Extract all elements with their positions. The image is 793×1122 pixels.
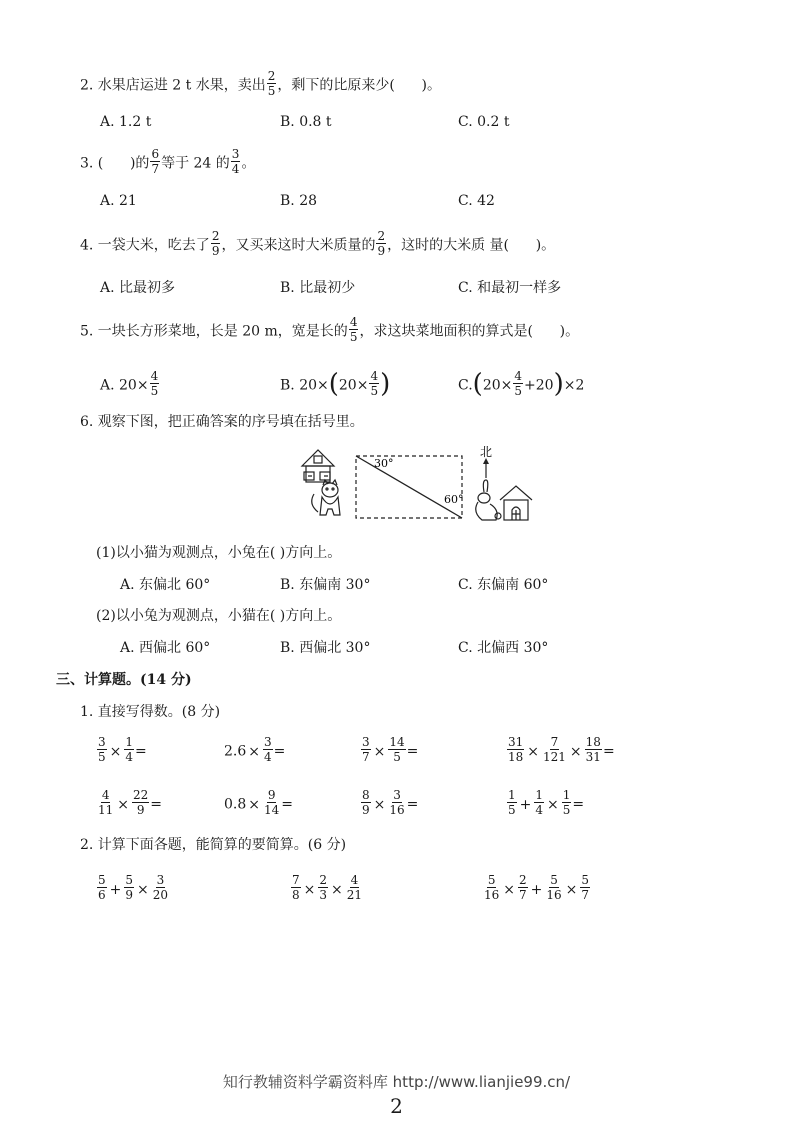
q4-fraction-2: $\frac{2}{9}$ [377, 229, 386, 258]
q4-choice-b: B. 比最初少 [280, 280, 356, 296]
q3-text-3: 。 [241, 155, 256, 172]
q2-prefix: 2. 水果店运进 2 t 水果，卖出 [80, 77, 266, 94]
q3-choice-b: B. 28 [280, 193, 318, 209]
calc-2-4: $\frac{1}{5}$ + $\frac{1}{4}$ × $\frac{1}{5}$ = [508, 788, 585, 817]
q6-sub1: (1)以小猫为观测点，小兔在( )方向上。 [96, 545, 342, 561]
q5-choice-b: B. 20×(20× $\frac{4}{5}$ ) [280, 368, 391, 399]
q3-fraction-2: $\frac{3}{4}$ [231, 147, 240, 176]
q4-choice-c: C. 和最初一样多 [458, 280, 562, 296]
q4-fraction-1: $\frac{2}{9}$ [211, 229, 220, 258]
q2-suffix: ，剩下的比原来少( )。 [277, 77, 441, 94]
calc-3-1: $\frac{5}{6}$ + $\frac{5}{9}$ × $\frac{3}{20}$ [98, 873, 169, 902]
question-3 [80, 147, 256, 177]
calc-1-4: $\frac{31}{18}$ × $\frac{7}{121}$ × $\frac{18}{31}$ = [508, 735, 615, 764]
q2-choice-c: C. 0.2 t [458, 114, 510, 130]
q6-sub2: (2)以小兔为观测点，小猫在( )方向上。 [96, 608, 342, 624]
direction-diagram [298, 446, 538, 540]
calc-3-2: $\frac{7}{8}$ × $\frac{2}{3}$ × $\frac{4}{21}$ [292, 873, 363, 902]
q2-choice-b: B. 0.8 t [280, 114, 332, 130]
q3-choice-c: C. 42 [458, 193, 495, 209]
cat-to-rabbit-line [356, 456, 462, 518]
question-6: 6. 观察下图，把正确答案的序号填在括号里。 [80, 414, 364, 430]
q3-text-2: 等于 24 的 [161, 155, 230, 172]
calc-2-2: 0.8 × $\frac{9}{14}$ = [224, 788, 294, 817]
calc-1-1: $\frac{3}{5}$ × $\frac{1}{4}$ = [98, 735, 147, 764]
north-label: 北 [480, 446, 493, 459]
q6-sub2-choice-c: C. 北偏西 30° [458, 640, 549, 656]
q5-choice-c: C.(20× $\frac{4}{5}$ +20)×2 [458, 368, 585, 399]
q2-fraction: $\frac{2}{5}$ [267, 69, 276, 98]
cat-icon [312, 480, 340, 515]
question-2 [80, 69, 441, 99]
q6-sub1-choice-c: C. 东偏南 60° [458, 577, 549, 593]
q6-sub2-choice-a: A. 西偏北 60° [120, 640, 211, 656]
calc-1-2: 2.6 × $\frac{3}{4}$ = [224, 735, 286, 764]
q4-text-3: ，这时的大米质 量( )。 [387, 237, 556, 254]
q4-text-2: ，又买来这时大米质量的 [221, 237, 376, 254]
q5-choice-a: A. 20× $\frac{4}{5}$ [100, 369, 159, 398]
calc-1-3: $\frac{3}{7}$ × $\frac{14}{5}$ = [362, 735, 419, 764]
q6-sub1-choice-b: B. 东偏南 30° [280, 577, 371, 593]
q3-fraction-1: $\frac{6}{7}$ [151, 147, 160, 176]
question-4 [80, 229, 556, 259]
q5-text-1: 5. 一块长方形菜地，长是 20 m，宽是长的 [80, 323, 348, 340]
q2-choice-a: A. 1.2 t [100, 114, 152, 130]
q6-sub2-choice-b: B. 西偏北 30° [280, 640, 371, 656]
q3-text-1: 3. ( )的 [80, 155, 150, 172]
footer-watermark: 知行教辅资料学霸资料库 http://www.lianjie99.cn/ [222, 1073, 571, 1091]
angle-top-label: 30° [374, 457, 394, 470]
angle-bottom-label: 60° [444, 493, 464, 506]
q5-text-2: ，求这块菜地面积的算式是( )。 [359, 323, 580, 340]
calc-2-3: $\frac{8}{9}$ × $\frac{3}{16}$ = [362, 788, 419, 817]
q6-sub1-choice-a: A. 东偏北 60° [120, 577, 211, 593]
hut-icon [500, 486, 532, 520]
section-3-part2-title: 2. 计算下面各题，能简算的要简算。(6 分) [80, 837, 347, 853]
q5-fraction: $\frac{4}{5}$ [349, 315, 358, 344]
north-arrow-icon [483, 458, 489, 478]
question-5 [80, 315, 580, 345]
q3-choice-a: A. 21 [100, 193, 137, 209]
calc-3-3: $\frac{5}{16}$ × $\frac{2}{7}$ + $\frac{5}{16}$ × $\frac{5}{7}$ [484, 873, 590, 902]
calc-2-1: $\frac{4}{11}$ × $\frac{22}{9}$ = [98, 788, 163, 817]
page-number: 2 [390, 1094, 403, 1118]
house-icon [302, 450, 334, 482]
section-3-title: 三、计算题。(14 分) [56, 672, 192, 688]
rabbit-icon [476, 480, 501, 520]
q4-text-1: 4. 一袋大米，吃去了 [80, 237, 210, 254]
section-3-part1-title: 1. 直接写得数。(8 分) [80, 704, 221, 720]
q4-choice-a: A. 比最初多 [100, 280, 176, 296]
